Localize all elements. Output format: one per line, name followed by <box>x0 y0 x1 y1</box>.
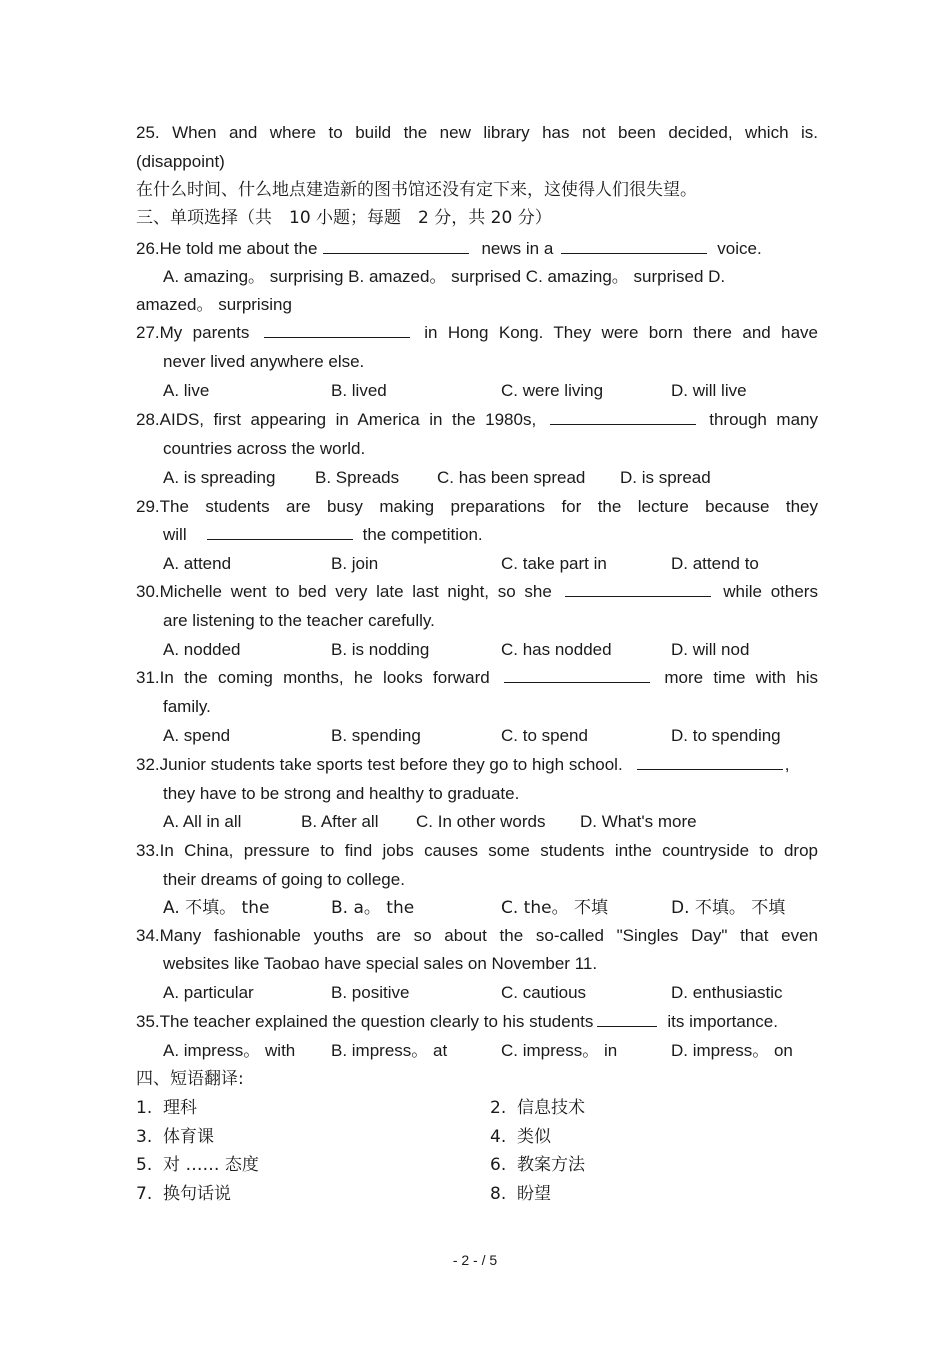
q31-stem-b: more time with his <box>664 668 818 687</box>
phrase-text: 类似 <box>517 1127 552 1147</box>
q34-option-a: A. particular <box>163 983 254 1002</box>
q28-option-b: B. Spreads <box>315 468 400 487</box>
q28-stem-b: through many <box>709 410 818 429</box>
q32-option-b: B. After all <box>301 812 379 831</box>
q26-options-line1: A. amazing。 surprising B. amazed。 surprised C. amazing。 surprised D. <box>163 267 726 286</box>
phrase-num: 5. <box>136 1155 153 1175</box>
q31-blank <box>504 668 650 683</box>
q27-blank <box>264 323 410 338</box>
q35-stem <box>136 1011 818 1033</box>
q31-stem-line2: family. <box>163 697 211 716</box>
q33-option-a: A. 不填。 the <box>163 898 270 918</box>
q27-option-c: C. were living <box>501 381 604 400</box>
q29-option-b: B. join <box>331 554 379 573</box>
phrase-num: 8. <box>490 1184 507 1204</box>
q34-option-b: B. positive <box>331 983 410 1002</box>
q25-line2: (disappoint) <box>136 152 225 171</box>
q28-stem-line1 <box>136 409 818 431</box>
q35-option-d: D. impress。 on <box>671 1041 793 1060</box>
phrase-text: 教案方法 <box>517 1155 586 1175</box>
q34-option-c: C. cautious <box>501 983 587 1002</box>
q35-option-b: B. impress。 at <box>331 1041 448 1060</box>
phrase-num: 4. <box>490 1127 507 1147</box>
q25-line1: 25. When and where to build the new library has not been decided, which is. <box>136 123 818 142</box>
phrase-item-8 <box>490 1183 551 1205</box>
phrase-text: 盼望 <box>517 1184 552 1204</box>
q29-option-d: D. attend to <box>671 554 759 573</box>
q27-option-a: A. live <box>163 381 210 400</box>
q31-option-b: B. spending <box>331 726 421 745</box>
phrase-item-1 <box>136 1097 197 1119</box>
phrase-item-3 <box>136 1126 214 1148</box>
section4-title: 四、短语翻译: <box>136 1069 244 1089</box>
q30-option-d: D. will nod <box>671 640 750 659</box>
phrase-item-7 <box>136 1183 231 1205</box>
q32-stem-line1 <box>136 754 818 776</box>
q26-stem-b: news in a <box>481 239 554 258</box>
q35-option-a: A. impress。 with <box>163 1041 296 1060</box>
q35-stem-a: 35.The teacher explained the question clearly to his students <box>136 1012 594 1031</box>
q32-option-a: A. All in all <box>163 812 242 831</box>
q32-option-c: C. In other words <box>416 812 546 831</box>
phrase-text: 体育课 <box>163 1127 215 1147</box>
q30-stem-line2: are listening to the teacher carefully. <box>163 611 435 630</box>
q28-stem-line2: countries across the world. <box>163 439 366 458</box>
q31-stem-line1 <box>136 667 818 689</box>
q33-option-d: D. 不填。 不填 <box>671 898 786 918</box>
q35-blank <box>597 1012 657 1027</box>
q35-option-c: C. impress。 in <box>501 1041 618 1060</box>
q28-option-a: A. is spreading <box>163 468 276 487</box>
phrase-num: 3. <box>136 1127 153 1147</box>
q31-option-c: C. to spend <box>501 726 588 745</box>
q30-stem-line1 <box>136 581 818 603</box>
phrase-item-6 <box>490 1154 585 1176</box>
section3-title: 三、单项选择（共 10 小题；每题 2 分，共 20 分） <box>136 208 552 228</box>
q27-option-d: D. will live <box>671 381 747 400</box>
q27-stem-a: 27.My parents <box>136 323 250 342</box>
q28-option-c: C. has been spread <box>437 468 586 487</box>
page-number: - 2 - / 5 <box>452 1252 498 1268</box>
q27-option-b: B. lived <box>331 381 387 400</box>
q30-stem-b: while others <box>723 582 818 601</box>
q32-stem-a: 32.Junior students take sports test before they go to high school. <box>136 755 623 774</box>
q30-blank <box>565 582 711 597</box>
phrase-text: 对 …… 态度 <box>163 1155 259 1175</box>
q27-stem-b: in Hong Kong. They were born there and have <box>424 323 818 342</box>
phrase-text: 信息技术 <box>517 1098 586 1118</box>
phrase-item-2 <box>490 1097 585 1119</box>
q29-blank <box>207 525 353 540</box>
q28-option-d: D. is spread <box>620 468 711 487</box>
q33-option-b: B. a。 the <box>331 898 415 918</box>
phrase-text: 理科 <box>163 1098 198 1118</box>
q28-stem-a: 28.AIDS, first appearing in America in the 1980s, <box>136 410 537 429</box>
q30-option-a: A. nodded <box>163 640 241 659</box>
q28-blank <box>550 410 696 425</box>
phrase-text: 换句话说 <box>163 1184 232 1204</box>
q26-blank-1 <box>323 239 469 254</box>
phrase-item-4 <box>490 1126 551 1148</box>
q27-stem-line1 <box>136 322 818 344</box>
q26-blank-2 <box>561 239 707 254</box>
q31-option-a: A. spend <box>163 726 231 745</box>
q33-stem-line1: 33.In China, pressure to find jobs causes some students inthe countryside to drop <box>136 841 818 860</box>
q29-stem-a: will <box>163 525 187 544</box>
q26-options-line2: amazed。 surprising <box>136 295 292 314</box>
q32-stem-b: , <box>784 755 790 774</box>
q34-stem-line2: websites like Taobao have special sales on November 11. <box>163 954 598 973</box>
q30-option-c: C. has nodded <box>501 640 612 659</box>
phrase-num: 6. <box>490 1155 507 1175</box>
q32-option-d: D. What's more <box>580 812 697 831</box>
q33-stem-line2: their dreams of going to college. <box>163 870 405 889</box>
q34-stem-line1: 34.Many fashionable youths are so about the so-called "Singles Day" that even <box>136 926 818 945</box>
phrase-num: 1. <box>136 1098 153 1118</box>
q29-stem-line2 <box>163 524 818 546</box>
phrase-num: 2. <box>490 1098 507 1118</box>
q30-stem-a: 30.Michelle went to bed very late last night, so she <box>136 582 552 601</box>
q26-stem-c: voice. <box>717 239 762 258</box>
q31-option-d: D. to spending <box>671 726 781 745</box>
q32-stem-line2: they have to be strong and healthy to graduate. <box>163 784 520 803</box>
q29-option-a: A. attend <box>163 554 232 573</box>
q26-stem <box>136 238 818 260</box>
q34-option-d: D. enthusiastic <box>671 983 783 1002</box>
q29-option-c: C. take part in <box>501 554 607 573</box>
q29-stem-line1: 29.The students are busy making preparations for the lecture because they <box>136 497 818 516</box>
q32-blank <box>637 755 783 770</box>
q35-stem-b: its importance. <box>667 1012 778 1031</box>
q30-option-b: B. is nodding <box>331 640 430 659</box>
phrase-num: 7. <box>136 1184 153 1204</box>
q33-option-c: C. the。 不填 <box>501 898 608 918</box>
q27-stem-line2: never lived anywhere else. <box>163 352 365 371</box>
phrase-item-5 <box>136 1154 259 1176</box>
q25-translation: 在什么时间、什么地点建造新的图书馆还没有定下来，这使得人们很失望。 <box>136 180 697 200</box>
q26-stem-a: 26.He told me about the <box>136 239 318 258</box>
q31-stem-a: 31.In the coming months, he looks forward <box>136 668 490 687</box>
q29-stem-b: the competition. <box>362 525 483 544</box>
